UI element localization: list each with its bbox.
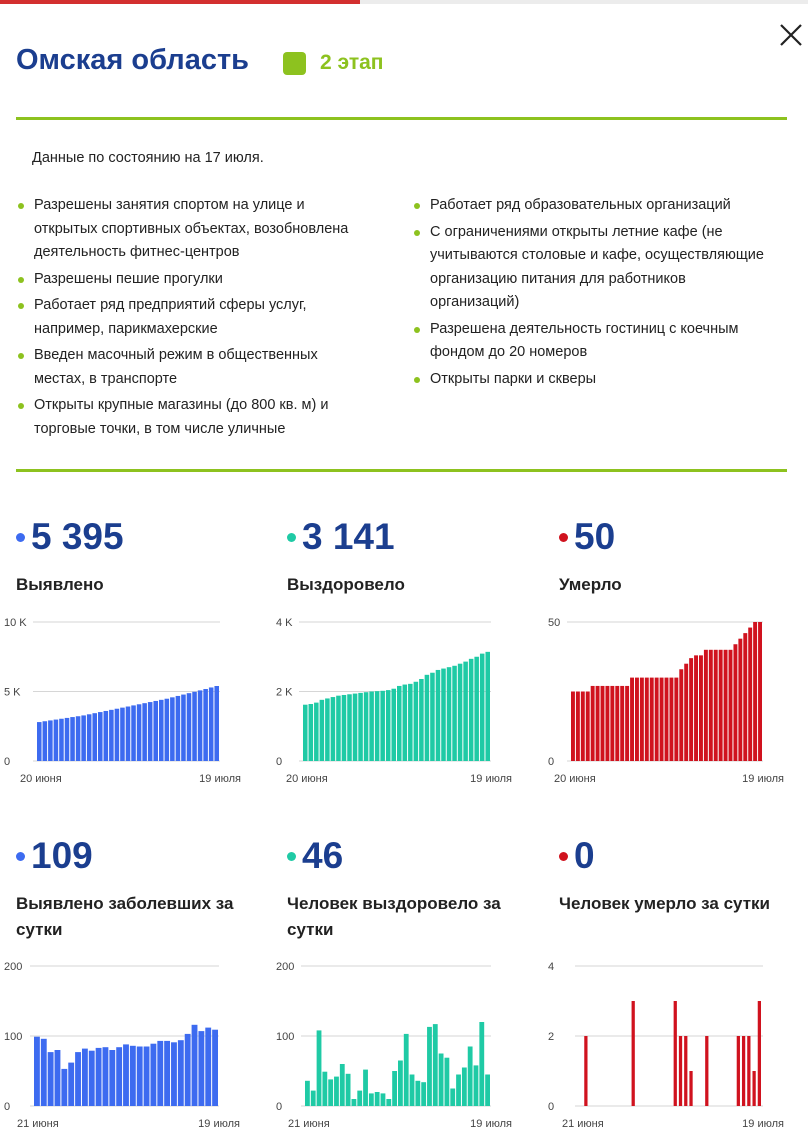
bar — [576, 692, 580, 762]
y-tick-label: 100 — [276, 1031, 295, 1043]
stat-value: 46 — [302, 835, 344, 876]
bar — [96, 1048, 102, 1106]
restriction-item: Введен масочный режим в общественных местах, в транспорте — [18, 344, 363, 391]
bar — [198, 690, 203, 761]
bar — [157, 1041, 163, 1106]
stat-label: Выявлено заболевших за сутки — [16, 894, 234, 939]
bar — [363, 1070, 368, 1106]
bar — [709, 650, 713, 761]
restriction-item: С ограничениями открыты летние кафе (не учитываются столовые и кафе, осуществляющие организацию питания для работников организаций) — [414, 221, 779, 315]
chart-detected-cumulative — [0, 612, 250, 792]
bar — [214, 686, 219, 761]
bar — [441, 669, 446, 761]
y-tick-label: 2 — [548, 1031, 555, 1043]
bar — [346, 1074, 351, 1106]
x-axis-end-label: 19 июля — [470, 773, 512, 785]
series-dot — [559, 533, 568, 542]
restriction-item: Разрешены пешие прогулки — [18, 268, 363, 292]
restriction-item: Открыты парки и скверы — [414, 368, 779, 392]
stat-label: Умерло — [559, 575, 622, 594]
bar — [311, 1091, 316, 1106]
x-axis-start-label: 21 июня — [17, 1118, 59, 1130]
chart-recovered-daily — [272, 956, 522, 1132]
bar — [150, 1044, 156, 1106]
bar — [342, 695, 347, 761]
bar — [447, 667, 452, 761]
bar — [743, 633, 747, 761]
x-axis-start-label: 20 июня — [286, 773, 328, 785]
bar — [171, 1042, 177, 1106]
series-dot — [16, 852, 25, 861]
bar — [737, 1036, 740, 1106]
bar — [309, 704, 314, 761]
chart-died-daily — [544, 956, 794, 1132]
bar — [660, 678, 664, 761]
bar — [714, 650, 718, 761]
stat-died-daily — [559, 835, 789, 917]
top-progress-indicator — [0, 0, 360, 4]
bar — [164, 1041, 170, 1106]
bar — [655, 678, 659, 761]
restriction-item: Работает ряд предприятий сферы услуг, например, парикмахерские — [18, 294, 363, 341]
bar — [640, 678, 644, 761]
bar — [369, 692, 374, 762]
stat-label: Человек умерло за сутки — [559, 894, 770, 913]
bar — [414, 682, 419, 761]
bar — [185, 1034, 191, 1106]
bar — [753, 622, 757, 761]
bar — [89, 1051, 95, 1106]
bar — [303, 705, 308, 761]
bar — [415, 1081, 420, 1106]
bar — [325, 698, 330, 761]
bar — [81, 715, 86, 761]
bar — [131, 705, 136, 761]
bar — [109, 1050, 115, 1106]
bar — [630, 678, 634, 761]
bar — [699, 655, 703, 761]
bar — [353, 694, 358, 761]
bar — [679, 1036, 682, 1106]
bar — [758, 1001, 761, 1106]
bar — [421, 1082, 426, 1106]
bar — [37, 722, 42, 761]
bar — [719, 650, 723, 761]
bar — [462, 1068, 467, 1107]
bar — [684, 664, 688, 761]
bar — [364, 692, 369, 761]
bar — [742, 1036, 745, 1106]
bar — [61, 1069, 67, 1106]
bar — [419, 679, 424, 761]
bar — [386, 690, 391, 761]
bar — [684, 1036, 687, 1106]
stat-value: 5 395 — [31, 516, 124, 557]
bar — [632, 1001, 635, 1106]
bar — [357, 1091, 362, 1106]
bar — [203, 689, 208, 761]
bar — [620, 686, 624, 761]
restriction-item: Открыты крупные магазины (до 800 кв. м) и торговые точки, в том числе уличные — [18, 394, 363, 441]
data-date: Данные по состоянию на 17 июля. — [32, 150, 264, 166]
bar — [104, 711, 109, 761]
bar — [130, 1046, 136, 1106]
stat-label: Выявлено — [16, 575, 104, 594]
bar — [375, 1092, 380, 1106]
middle-divider — [16, 469, 787, 472]
stat-died — [559, 516, 808, 598]
restriction-item: Разрешены занятия спортом на улице и открытых спортивных объектах, возобновлена деятельность фитнес-центров — [18, 194, 363, 265]
y-tick-label: 0 — [276, 1101, 283, 1113]
y-tick-label: 0 — [4, 1101, 11, 1113]
bar — [452, 666, 457, 761]
bar — [733, 644, 737, 761]
bar — [212, 1030, 218, 1106]
bar — [369, 1093, 374, 1106]
bar — [159, 700, 164, 761]
bar — [729, 650, 733, 761]
bar — [137, 704, 142, 761]
top-divider — [16, 117, 787, 120]
y-tick-label: 4 K — [276, 617, 293, 629]
bar — [98, 712, 103, 761]
bar — [705, 1036, 708, 1106]
restrictions-list-left — [18, 194, 363, 444]
bar — [148, 702, 153, 761]
y-tick-label: 100 — [4, 1031, 23, 1043]
x-axis-start-label: 20 июня — [20, 773, 62, 785]
bar — [65, 718, 70, 761]
stat-recovered-daily — [287, 835, 517, 943]
bar — [137, 1047, 143, 1107]
bar — [192, 1025, 198, 1106]
series-dot — [287, 533, 296, 542]
bar — [408, 684, 413, 761]
bar — [178, 1040, 184, 1106]
bar — [380, 691, 385, 761]
stat-value: 50 — [574, 516, 616, 557]
chart-detected-daily — [0, 956, 250, 1132]
bar — [123, 1044, 129, 1106]
bar — [463, 662, 468, 761]
x-axis-start-label: 21 июня — [288, 1118, 330, 1130]
bar — [581, 692, 585, 762]
bar — [584, 1036, 587, 1106]
bar — [665, 678, 669, 761]
bar — [144, 1047, 150, 1107]
bar — [694, 655, 698, 761]
stat-detected-daily — [16, 835, 246, 943]
bar — [469, 659, 474, 761]
bar — [650, 678, 654, 761]
bar — [458, 664, 463, 761]
y-tick-label: 0 — [548, 1101, 555, 1113]
bar — [439, 1054, 444, 1107]
bar — [669, 678, 673, 761]
bar — [403, 685, 408, 761]
stat-label: Выздоровело — [287, 575, 405, 594]
region-title: Омская область — [16, 44, 249, 76]
series-dot — [559, 852, 568, 861]
y-tick-label: 200 — [4, 961, 23, 973]
y-tick-label: 0 — [548, 756, 555, 768]
bar — [456, 1075, 461, 1107]
bar — [645, 678, 649, 761]
y-tick-label: 0 — [4, 756, 11, 768]
bar — [340, 1064, 345, 1106]
y-tick-label: 10 K — [4, 617, 27, 629]
stage-label: 2 этап — [320, 51, 384, 74]
bar — [142, 703, 147, 761]
series-dot — [16, 533, 25, 542]
bar — [305, 1081, 310, 1106]
series-dot — [287, 852, 296, 861]
bar — [41, 1039, 47, 1106]
bar — [92, 713, 97, 761]
bar — [176, 696, 181, 761]
y-tick-label: 200 — [276, 961, 295, 973]
bar — [601, 686, 605, 761]
bar — [425, 675, 430, 761]
x-axis-end-label: 19 июля — [470, 1118, 512, 1130]
bar — [468, 1047, 473, 1107]
bar — [336, 696, 341, 761]
bar — [479, 1022, 484, 1106]
bar — [381, 1093, 386, 1106]
bar — [724, 650, 728, 761]
bar — [109, 710, 114, 761]
bar — [322, 1072, 327, 1106]
bar — [427, 1027, 432, 1106]
chart-recovered-cumulative — [272, 612, 522, 792]
bar — [192, 692, 197, 761]
bar — [674, 1001, 677, 1106]
bar — [314, 703, 319, 761]
x-axis-end-label: 19 июля — [198, 1118, 240, 1130]
bar — [205, 1028, 211, 1106]
close-icon[interactable] — [774, 18, 808, 52]
bar — [635, 678, 639, 761]
bar — [187, 693, 192, 761]
chart-died-cumulative — [544, 612, 794, 792]
bar — [485, 652, 490, 761]
bar — [75, 1052, 81, 1106]
bar — [474, 1065, 479, 1106]
y-tick-label: 4 — [548, 961, 555, 973]
bar — [674, 678, 678, 761]
bar — [59, 719, 64, 761]
bar — [596, 686, 600, 761]
bar — [70, 717, 75, 761]
x-axis-start-label: 21 июня — [562, 1118, 604, 1130]
bar — [375, 691, 380, 761]
bar — [358, 693, 363, 761]
restriction-item: Работает ряд образовательных организаций — [414, 194, 779, 218]
bar — [445, 1058, 450, 1106]
bar — [334, 1077, 339, 1106]
bar — [115, 709, 120, 761]
bar — [55, 1050, 61, 1106]
bar — [328, 1079, 333, 1106]
bar — [752, 1071, 755, 1106]
bar — [450, 1089, 455, 1107]
stat-value: 3 141 — [302, 516, 395, 557]
bar — [48, 1052, 54, 1106]
bar — [436, 670, 441, 761]
bar — [748, 628, 752, 761]
bar — [347, 694, 352, 761]
bar — [586, 692, 590, 762]
stage-indicator — [283, 52, 306, 75]
bar — [397, 686, 402, 761]
bar — [747, 1036, 750, 1106]
x-axis-end-label: 19 июля — [742, 1118, 784, 1130]
bar — [103, 1047, 109, 1106]
bar — [704, 650, 708, 761]
bar — [317, 1030, 322, 1106]
stat-recovered — [287, 516, 537, 598]
bar — [615, 686, 619, 761]
bar — [430, 673, 435, 761]
bar — [126, 707, 131, 761]
bar — [386, 1099, 391, 1106]
stat-detected — [16, 516, 266, 598]
bar — [34, 1037, 40, 1106]
bar — [571, 692, 575, 762]
bar — [485, 1075, 490, 1107]
x-axis-end-label: 19 июля — [742, 773, 784, 785]
bar — [689, 658, 693, 761]
bar — [170, 697, 175, 761]
bar — [392, 1071, 397, 1106]
bar — [198, 1031, 204, 1106]
bar — [404, 1034, 409, 1106]
bar — [605, 686, 609, 761]
bar — [758, 622, 762, 761]
bar — [625, 686, 629, 761]
bar — [320, 700, 325, 761]
y-tick-label: 0 — [276, 756, 283, 768]
stat-value: 109 — [31, 835, 93, 876]
bar — [391, 689, 396, 761]
bar — [165, 699, 170, 761]
bar — [474, 657, 479, 761]
bar — [679, 669, 683, 761]
bar — [209, 687, 214, 761]
bar — [48, 720, 53, 761]
bar — [689, 1071, 692, 1106]
bar — [398, 1061, 403, 1107]
bar — [43, 721, 48, 761]
bar — [410, 1075, 415, 1107]
bar — [120, 708, 125, 761]
bar — [738, 639, 742, 761]
bar — [116, 1047, 122, 1106]
y-tick-label: 5 K — [4, 686, 21, 699]
bar — [610, 686, 614, 761]
bar — [87, 714, 92, 761]
bar — [352, 1099, 357, 1106]
restriction-item: Разрешена деятельность гостиниц с коечным фондом до 20 номеров — [414, 318, 779, 365]
stat-value: 0 — [574, 835, 595, 876]
y-tick-label: 2 K — [276, 686, 293, 699]
bar — [181, 695, 186, 761]
bar — [591, 686, 595, 761]
bar — [480, 654, 485, 761]
stat-label: Человек выздоровело за сутки — [287, 894, 501, 939]
x-axis-start-label: 20 июня — [554, 773, 596, 785]
x-axis-end-label: 19 июля — [199, 773, 241, 785]
bar — [82, 1049, 88, 1106]
y-tick-label: 50 — [548, 617, 561, 629]
bar — [331, 697, 336, 761]
bar — [68, 1063, 74, 1106]
bar — [76, 716, 81, 761]
bar — [54, 720, 59, 761]
restrictions-list-right — [414, 194, 779, 394]
bar — [433, 1024, 438, 1106]
bar — [153, 701, 158, 761]
